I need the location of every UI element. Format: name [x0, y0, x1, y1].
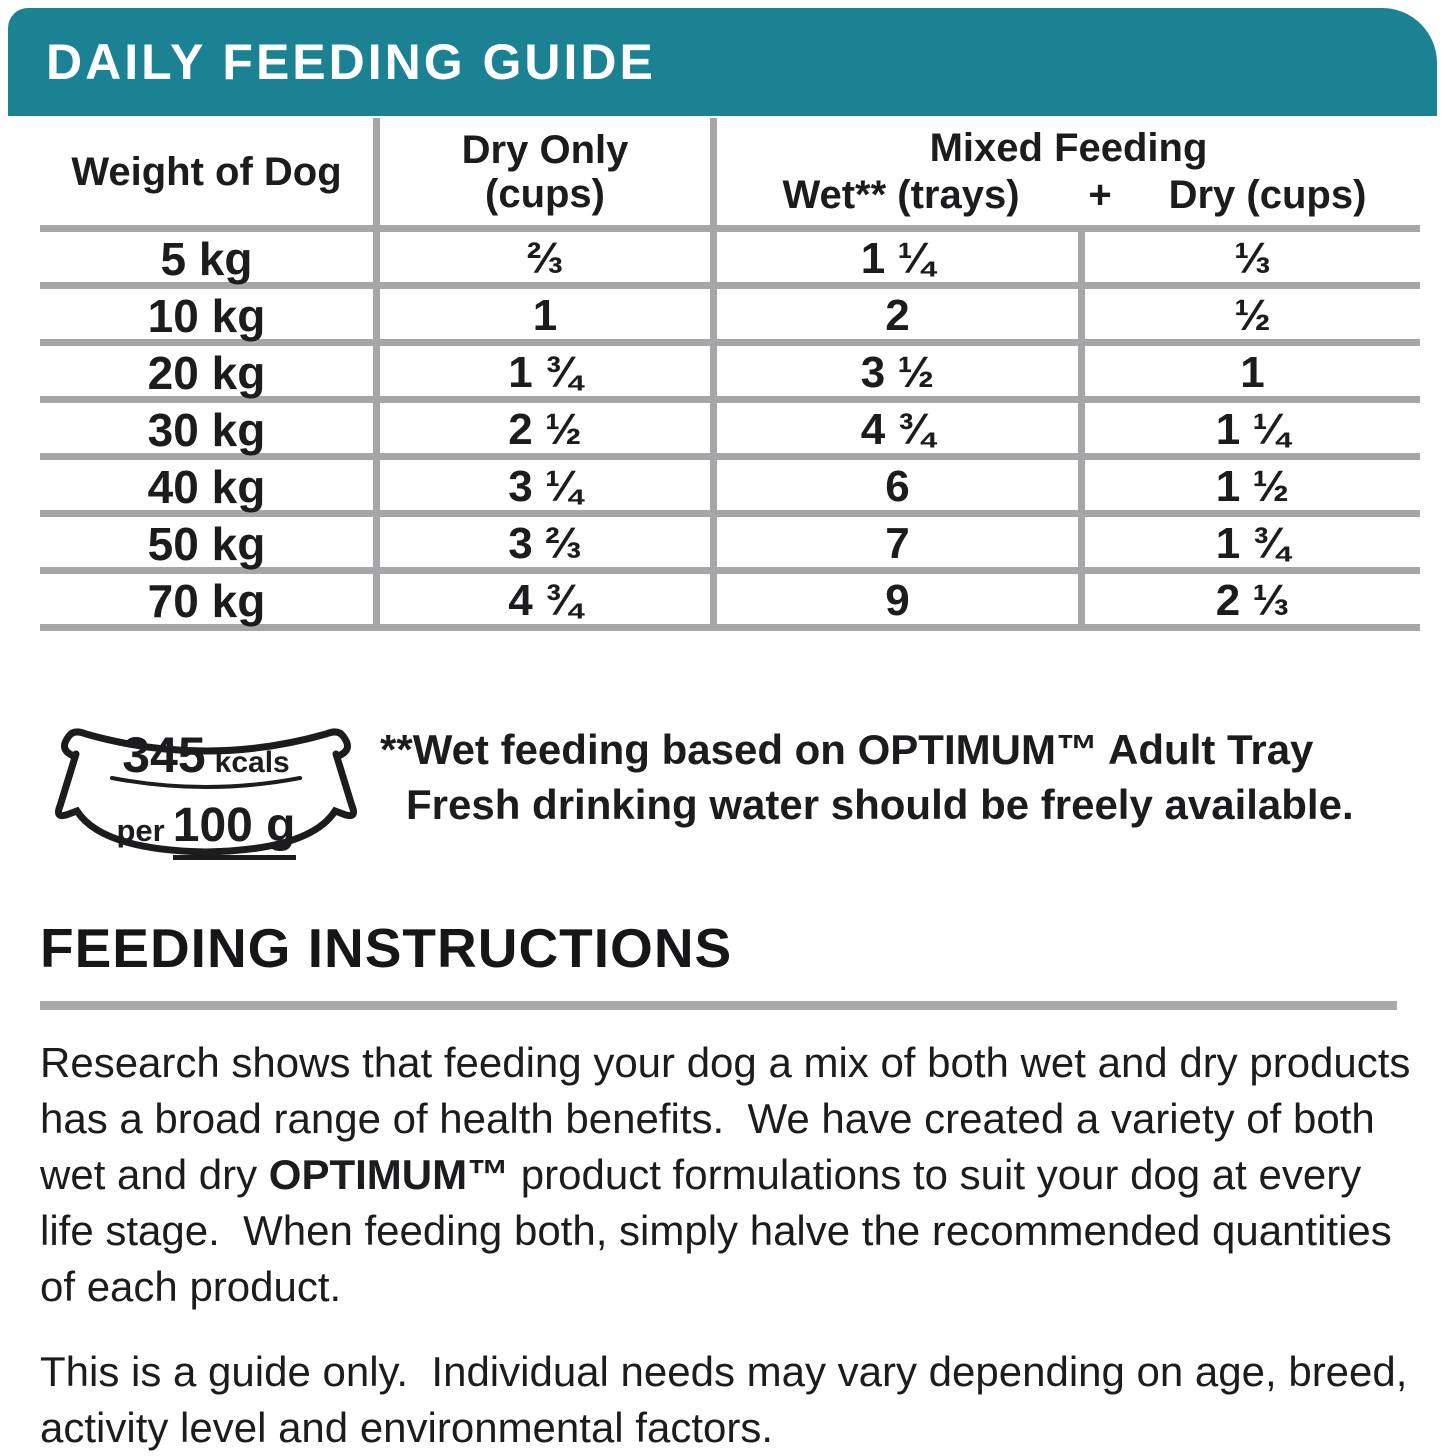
wet-trays-cell: 7 — [717, 517, 1085, 571]
header-mixed-feeding-group — [717, 118, 1420, 225]
instructions-paragraph-1 — [40, 1035, 1422, 1315]
dry-only-cell: 3 ¼ — [380, 460, 717, 514]
feeding-instructions-section — [40, 918, 1422, 1456]
weight-cell: 30 kg — [40, 403, 380, 457]
wet-trays-cell: 2 — [717, 289, 1085, 343]
dry-only-cell: 1 — [380, 289, 717, 343]
dry-cups-cell: 1 ¾ — [1215, 519, 1290, 568]
wet-trays-cell: 4 ¾ — [717, 403, 1085, 457]
feeding-table-row — [40, 232, 1420, 289]
weight-cell: 40 kg — [40, 460, 380, 514]
dry-cups-cell: 1 — [1240, 348, 1265, 397]
feeding-table-row — [40, 460, 1420, 517]
feeding-table-row — [40, 517, 1420, 574]
dry-cups-cell: 1 ¼ — [1215, 405, 1290, 454]
wet-trays-cell: 3 ½ — [717, 346, 1085, 400]
calorie-badge-text — [50, 710, 362, 870]
dry-only-cell: 4 ¾ — [380, 574, 717, 628]
feeding-table-row — [40, 346, 1420, 403]
paragraph1-text-b: product formulations to suit your dog at every life stage. When feeding both, simply halve the recommended quantities of each product. — [40, 1150, 1404, 1310]
dry-only-cell: 1 ¾ — [380, 346, 717, 400]
header-dry-cups: Dry (cups) — [1168, 172, 1367, 217]
header-dry-only — [380, 118, 717, 225]
feeding-table-row — [40, 574, 1420, 631]
paragraph1-text-a: Research shows that feeding your dog a mix of both wet and dry products has a broad range of health benefits. We have created a variety of both wet and dry — [40, 1038, 1423, 1198]
weight-cell: 50 kg — [40, 517, 380, 571]
kcal-value: 345 — [122, 727, 206, 783]
weight-cell: 20 kg — [40, 346, 380, 400]
dry-only-cell: ⅔ — [380, 232, 717, 286]
dry-cups-cell: 2 ⅓ — [1215, 576, 1290, 625]
footnote-line2: Fresh drinking water should be freely available. — [406, 781, 1354, 828]
footnote-line1: **Wet feeding based on OPTIMUM™ Adult Tray — [380, 726, 1314, 773]
plus-sign: + — [1088, 172, 1112, 217]
wet-trays-cell: 6 — [717, 460, 1085, 514]
divider-rule — [40, 1001, 1397, 1010]
wet-trays-cell: 9 — [717, 574, 1085, 628]
brand-name: OPTIMUM™ — [268, 1150, 510, 1198]
dry-only-cell: 2 ½ — [380, 403, 717, 457]
header-mixed-feeding: Mixed Feeding — [929, 125, 1208, 170]
weight-cell: 10 kg — [40, 289, 380, 343]
daily-feeding-guide-banner — [8, 8, 1437, 116]
dry-cups-cell: ⅓ — [1234, 234, 1271, 283]
weight-cell: 70 kg — [40, 574, 380, 628]
header-wet-trays: Wet** (trays) — [782, 172, 1020, 217]
per-amount: 100 g — [173, 798, 296, 860]
dry-cups-cell: ½ — [1234, 291, 1271, 340]
instructions-paragraph-2: This is a guide only. Individual needs may vary depending on age, breed, activity level and environmental factors. — [40, 1347, 1420, 1451]
dry-cups-cell: 1 ½ — [1215, 462, 1290, 511]
dry-only-cell: 3 ⅔ — [380, 517, 717, 571]
feeding-table — [40, 118, 1420, 631]
weight-cell: 5 kg — [40, 232, 380, 286]
header-weight-of-dog: Weight of Dog — [40, 118, 380, 225]
page-title: DAILY FEEDING GUIDE — [46, 34, 656, 90]
per-label: per — [116, 813, 165, 848]
wet-trays-cell: 1 ¼ — [717, 232, 1085, 286]
header-dry-only-line2: (cups) — [485, 171, 605, 216]
feeding-table-header — [40, 118, 1420, 232]
kcal-unit: kcals — [214, 746, 290, 779]
header-dry-only-line1: Dry Only — [461, 127, 629, 172]
feeding-instructions-heading: FEEDING INSTRUCTIONS — [40, 917, 733, 979]
calorie-badge — [50, 710, 362, 870]
feeding-table-row — [40, 289, 1420, 346]
header-mixed-subrow — [717, 173, 1420, 218]
wet-feeding-footnote — [380, 722, 1440, 832]
feeding-table-row — [40, 403, 1420, 460]
